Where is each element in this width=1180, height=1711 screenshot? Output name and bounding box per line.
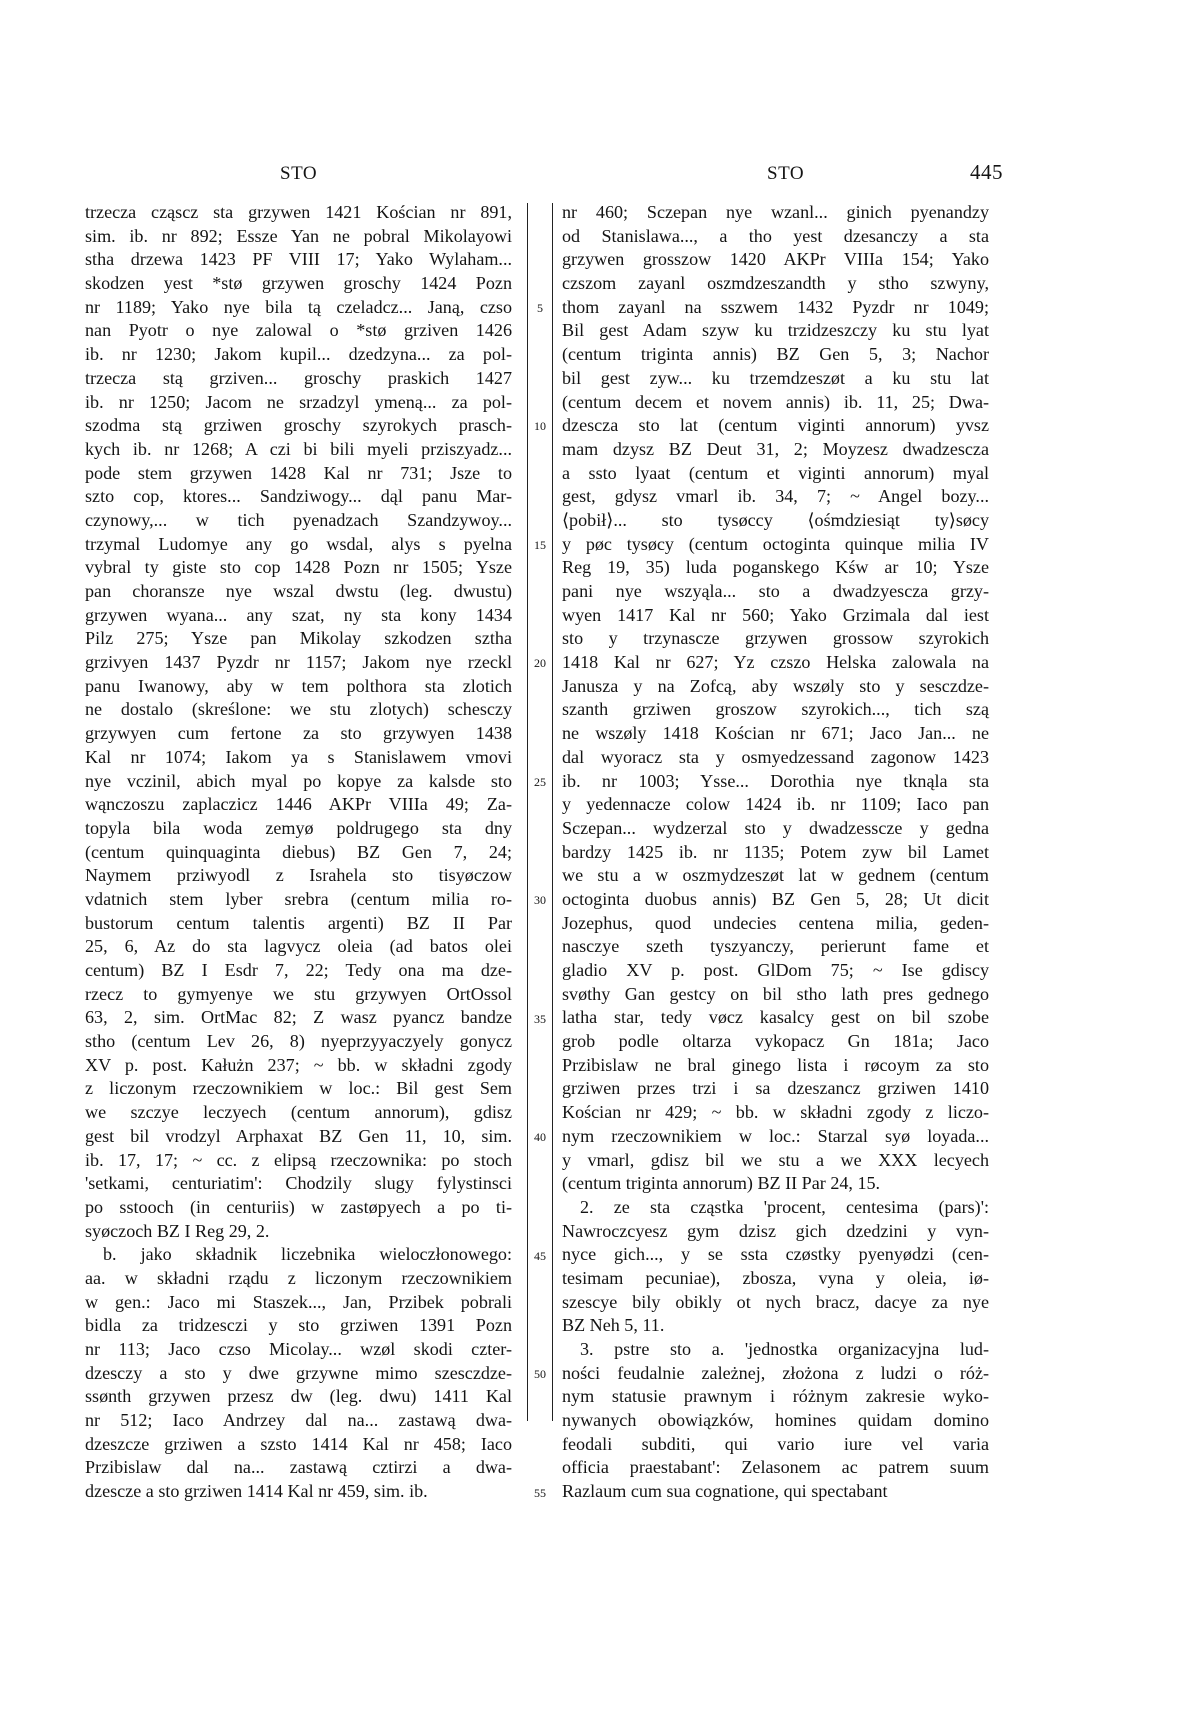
- text-line: nywanych obowiązków, homines quidam domino: [562, 1410, 989, 1431]
- text-line: we szczye leczyech (centum annorum), gdisz: [85, 1102, 512, 1123]
- text-line: szanth grziwen groszow szyrokich..., tich szą: [562, 699, 989, 720]
- text-line: trzecza stą grziven... groschy praskich 1427: [85, 367, 512, 388]
- text-line: Jozephus, quod undecies centena milia, geden-: [562, 912, 989, 933]
- line-number: 40: [534, 1130, 546, 1145]
- text-line: grziwen przes trzi i sa dzeszancz grziwen 1410: [562, 1078, 989, 1099]
- text-line: nasczye szeth tyszyanczy, perierunt fame et: [562, 936, 989, 957]
- text-line: topyla bila woda zemyø poldrugego sta dny: [85, 817, 512, 838]
- text-line: stha drzewa 1423 PF VIII 17; Yako Wylaham...: [85, 249, 512, 270]
- text-line: pode stem grzywen 1428 Kal nr 731; Jsze to: [85, 462, 512, 483]
- text-line: stho (centum Lev 26, 8) nyeprzyyaczyely gonycz: [85, 1031, 512, 1052]
- text-line: panu Iwanowy, aby w tem polthora sta zlotich: [85, 675, 512, 696]
- text-line: kych ib. nr 1268; A czi bi bili myeli prziszyadz...: [85, 438, 512, 459]
- text-line: w gen.: Jaco mi Staszek..., Jan, Przibek pobrali: [85, 1291, 512, 1312]
- line-number: 30: [534, 893, 546, 908]
- line-number: 15: [534, 537, 546, 552]
- line-number: 25: [534, 774, 546, 789]
- text-line: dzesczy a sto y dwe grzywne mimo szesczdze-: [85, 1362, 512, 1383]
- text-line: aa. w składni rządu z liczonym rzeczownikiem: [85, 1267, 512, 1288]
- text-line: szescye bily obikly ot nych bracz, dacye za nye: [562, 1291, 989, 1312]
- text-line: sto y trzynascze grzywen grossow szyrokich: [562, 628, 989, 649]
- text-line: tesimam pecuniae), zbosza, vyna y oleia, iø-: [562, 1267, 989, 1288]
- text-line: rzecz to gymyenye we stu grzywyen OrtOssol: [85, 983, 512, 1004]
- text-line: pan choransze nye wszal dwstu (leg. dwustu): [85, 581, 512, 601]
- text-line: nyce gich..., y se ssta czøstky pyenyødzi (cen-: [562, 1244, 989, 1265]
- text-line: officia praestabant': Zelasonem ac patrem suum: [562, 1457, 989, 1478]
- text-line: Przibislaw dal na... zastawą cztirzi a dwa-: [85, 1457, 512, 1478]
- text-line: (centum triginta annorum) BZ II Par 24, 15.: [562, 1173, 881, 1194]
- text-line: 1418 Kal nr 627; Yz czszo Helska zalowala na: [562, 652, 989, 673]
- text-line: Pilz 275; Ysze pan Mikolay szkodzen sztha: [85, 628, 512, 649]
- text-line: nr 512; Iaco Andrzey dal na... zastawą dwa-: [85, 1410, 512, 1431]
- line-number: 45: [534, 1248, 546, 1263]
- text-line: BZ Neh 5, 11.: [562, 1315, 665, 1336]
- text-line: grzywyen cum fertone za sto grzywyen 1438: [85, 723, 512, 744]
- text-line: ⟨pobił⟩... sto tysøccy ⟨ośmdziesiąt ty⟩søcy: [562, 509, 989, 530]
- text-line: Naymem prziwyodl z Israhela sto tisyøczow: [85, 865, 512, 886]
- text-line: Sczepan... wydzerzal sto y dwadzessczе y gedna: [562, 817, 989, 838]
- text-line: svøthy Gan gestcy on bil stho lath pres gednego: [562, 983, 989, 1004]
- text-line: wąnczoszu zaplaczicz 1446 AKPr VIIIa 49; Za-: [85, 794, 512, 815]
- text-line: ssønth grzywen przesz dw (leg. dwu) 1411 Kal: [85, 1386, 512, 1407]
- text-line: y pøc tysøcy (centum octoginta quinque milia IV: [562, 533, 989, 554]
- text-line: bil gest zyw... ku trzemdzeszøt a ku stu lat: [562, 367, 989, 388]
- text-line: nym rzeczownikiem w loc.: Starzal syø loyada...: [562, 1125, 989, 1146]
- text-line: dzescze a sto grziwen 1414 Kal nr 459, sim. ib.: [85, 1481, 428, 1502]
- column-rule-left: [527, 203, 528, 1421]
- text-line: grzywen grosszow 1420 AKPr VIIIa 154; Yako: [562, 249, 989, 270]
- text-line: nr 1189; Yako nye bila tą czeladcz... Janą, czso: [85, 296, 512, 317]
- text-line: 2. ze sta cząstka 'procent, centesima (pars)':: [580, 1196, 989, 1217]
- text-line: latha star, tedy vøcz kasalcy gest on bil szobe: [562, 1007, 989, 1028]
- text-line: ib. nr 1003; Ysse... Dorothia nye tknąla sta: [562, 770, 989, 791]
- text-line: grzywen wyana... any szat, ny sta kony 1434: [85, 604, 512, 625]
- text-line: bustorum centum talentis argenti) BZ II Par: [85, 912, 512, 933]
- text-line: ib. nr 1250; Jacom ne srzadzyl ymeną... za pol-: [85, 391, 512, 412]
- text-line: dzescza sto lat (centum viginti annorum) yvsz: [562, 415, 989, 436]
- running-head-right: STO: [767, 163, 805, 184]
- line-number: 35: [534, 1011, 546, 1026]
- text-line: gest bil vrodzyl Arphaxat BZ Gen 11, 10, sim.: [85, 1125, 512, 1146]
- text-line: pani nye wszyąla... sto a dwadzyescza grzy-: [562, 581, 989, 601]
- left-column: [85, 201, 512, 1504]
- text-line: y vmarl, gdisz bil we stu a we XXX lecyech: [562, 1149, 989, 1170]
- text-line: nym statusie prawnym i różnym zakresie wyko-: [562, 1386, 989, 1407]
- text-line: nan Pyotr o nye zalowal o *stø grziven 1426: [85, 320, 512, 341]
- page-number: 445: [970, 160, 1003, 184]
- text-line: Przibislaw ne bral ginego lista i røcoym za sto: [562, 1054, 989, 1075]
- text-line: feodali subditi, qui vario iure vel varia: [562, 1433, 989, 1454]
- text-line: nr 460; Sczepan nye wzanl... ginich pyenandzy: [562, 202, 989, 222]
- line-number: 20: [534, 656, 546, 671]
- text-line: grob podle oltarza vykopacz Gn 181a; Jaco: [562, 1031, 989, 1052]
- text-line: vybral ty giste sto cop 1428 Pozn nr 1505; Ysze: [85, 557, 512, 578]
- text-line: 25, 6, Az do sta lagvycz oleia (ad batos olei: [85, 936, 512, 957]
- text-line: z liczonym rzeczownikiem w loc.: Bil gest Sem: [85, 1078, 512, 1099]
- text-line: od Stanislawa..., a tho yest dzesanczy a sta: [562, 225, 989, 246]
- text-line: (centum triginta annis) BZ Gen 5, 3; Nachor: [562, 344, 989, 365]
- text-line: gest, gdysz vmarl ib. 34, 7; ~ Angel bozy...: [562, 486, 989, 507]
- text-line: octoginta duobus annis) BZ Gen 5, 28; Ut dicit: [562, 888, 989, 909]
- text-line: bidla za tridzesczi y sto grziwen 1391 Pozn: [85, 1315, 512, 1336]
- text-line: we stu a w oszmydzeszøt lat w gednem (centum: [562, 865, 989, 886]
- text-line: szodma stą grziwen groschy szyrokych prasch-: [85, 415, 512, 436]
- text-line: syøczoch BZ I Reg 29, 2.: [85, 1220, 270, 1241]
- text-line: Bil gest Adam szyw ku trzidzeszczy ku stu lyat: [562, 320, 989, 341]
- text-line: ib. nr 1230; Jakom kupil... dzedzyna... za pol-: [85, 344, 512, 365]
- text-line: nye vczinil, abich myal po kopye za kalsde sto: [85, 770, 512, 791]
- text-line: trzymal Ludomye any go wsdal, alys s pyelna: [85, 533, 512, 554]
- text-line: (centum quinquaginta diebus) BZ Gen 7, 24;: [85, 841, 512, 862]
- text-line: Kal nr 1074; Iakom ya s Stanislawem vmovi: [85, 746, 512, 767]
- line-number: 55: [534, 1485, 546, 1500]
- text-line: (centum decem et novem annis) ib. 11, 25; Dwa-: [562, 391, 989, 412]
- text-line: skodzen yest *stø grzywen groschy 1424 Pozn: [85, 273, 512, 294]
- text-line: czynowy,... w tich pyenadzach Szandzywoy...: [85, 509, 512, 530]
- text-line: Janusza y na Zofcą, aby wszøly sto y sesczdze-: [562, 675, 989, 696]
- text-line: Kościan nr 429; ~ bb. w składni zgody z liczo-: [562, 1102, 989, 1123]
- text-line: b. jako składnik liczebnika wieloczłonowego:: [103, 1244, 512, 1265]
- text-line: wyen 1417 Kal nr 560; Yako Grzimala dal iest: [562, 604, 989, 625]
- text-line: Razlaum cum sua cognatione, qui spectabant: [562, 1481, 888, 1502]
- text-line: sim. ib. nr 892; Essze Yan ne pobral Mikolayowi: [85, 225, 512, 246]
- text-line: vdatnich stem lyber srebra (centum milia ro-: [85, 888, 512, 909]
- running-head-left: STO: [280, 163, 318, 184]
- text-line: ne wszøly 1418 Kościan nr 671; Jaco Jan... ne: [562, 723, 989, 744]
- text-line: ne dostalo (skreślone: we stu zlotych) schesczy: [85, 699, 512, 720]
- right-column: [562, 201, 989, 1504]
- column-rule-right: [552, 203, 553, 1421]
- text-line: dal wyoracz sta y osmyedzessand zagonow 1423: [562, 746, 989, 767]
- text-line: thom zayanl na sszwem 1432 Pyzdr nr 1049;: [562, 296, 989, 317]
- text-line: Nawroczcyesz gym dzisz gich dzedzini y vyn-: [562, 1220, 989, 1241]
- text-line: a ssto lyaat (centum et viginti annorum) myal: [562, 462, 989, 483]
- text-line: czszom zayanl oszmdzeszandth y stho szwyny,: [562, 273, 989, 294]
- text-line: 3. pstre sto a. 'jednostka organizacyjna lud-: [580, 1339, 989, 1359]
- text-line: po sstooch (in centuriis) w zastøpyech a po ti-: [85, 1196, 512, 1217]
- text-line: ności feudalnie zależnej, złożona z ludzi o róż-: [562, 1362, 989, 1383]
- text-line: bardzy 1425 ib. nr 1135; Potem zyw bil Lamet: [562, 841, 989, 862]
- text-line: 63, 2, sim. OrtMac 82; Z wasz pyancz bandze: [85, 1007, 512, 1028]
- line-number: 5: [537, 300, 543, 315]
- text-line: grzivyen 1437 Pyzdr nr 1157; Jakom nye rzeckl: [85, 652, 512, 673]
- text-line: centum) BZ I Esdr 7, 22; Tedy ona ma dze-: [85, 960, 512, 980]
- text-line: nr 113; Jaco czso Micolay... wzøl skodi czter-: [85, 1339, 512, 1359]
- text-line: szto cop, ktores... Sandziwogy... dąl panu Mar-: [85, 486, 512, 507]
- text-line: gladio XV p. post. GlDom 75; ~ Ise gdiscy: [562, 960, 989, 980]
- line-number: 50: [534, 1367, 546, 1382]
- text-line: mam dzysz BZ Deut 31, 2; Moyzesz dwadzescza: [562, 438, 989, 459]
- line-number: 10: [534, 419, 546, 434]
- text-line: Reg 19, 35) luda poganskego Kśw ar 10; Ysze: [562, 557, 989, 578]
- text-line: ib. 17, 17; ~ cc. z elipsą rzeczownika: po stoch: [85, 1149, 512, 1170]
- text-line: XV p. post. Kałużn 237; ~ bb. w składni zgody: [85, 1054, 512, 1075]
- text-line: y yedennacze colow 1424 ib. nr 1109; Iaco pan: [562, 794, 989, 815]
- text-line: dzeszcze grziwen a szsto 1414 Kal nr 458; Iaco: [85, 1433, 512, 1454]
- text-line: trzecza cząscz sta grzywen 1421 Kościan nr 891,: [85, 202, 512, 222]
- text-line: 'setkami, centuriatim': Chodzily slugy fylystinsci: [85, 1173, 512, 1194]
